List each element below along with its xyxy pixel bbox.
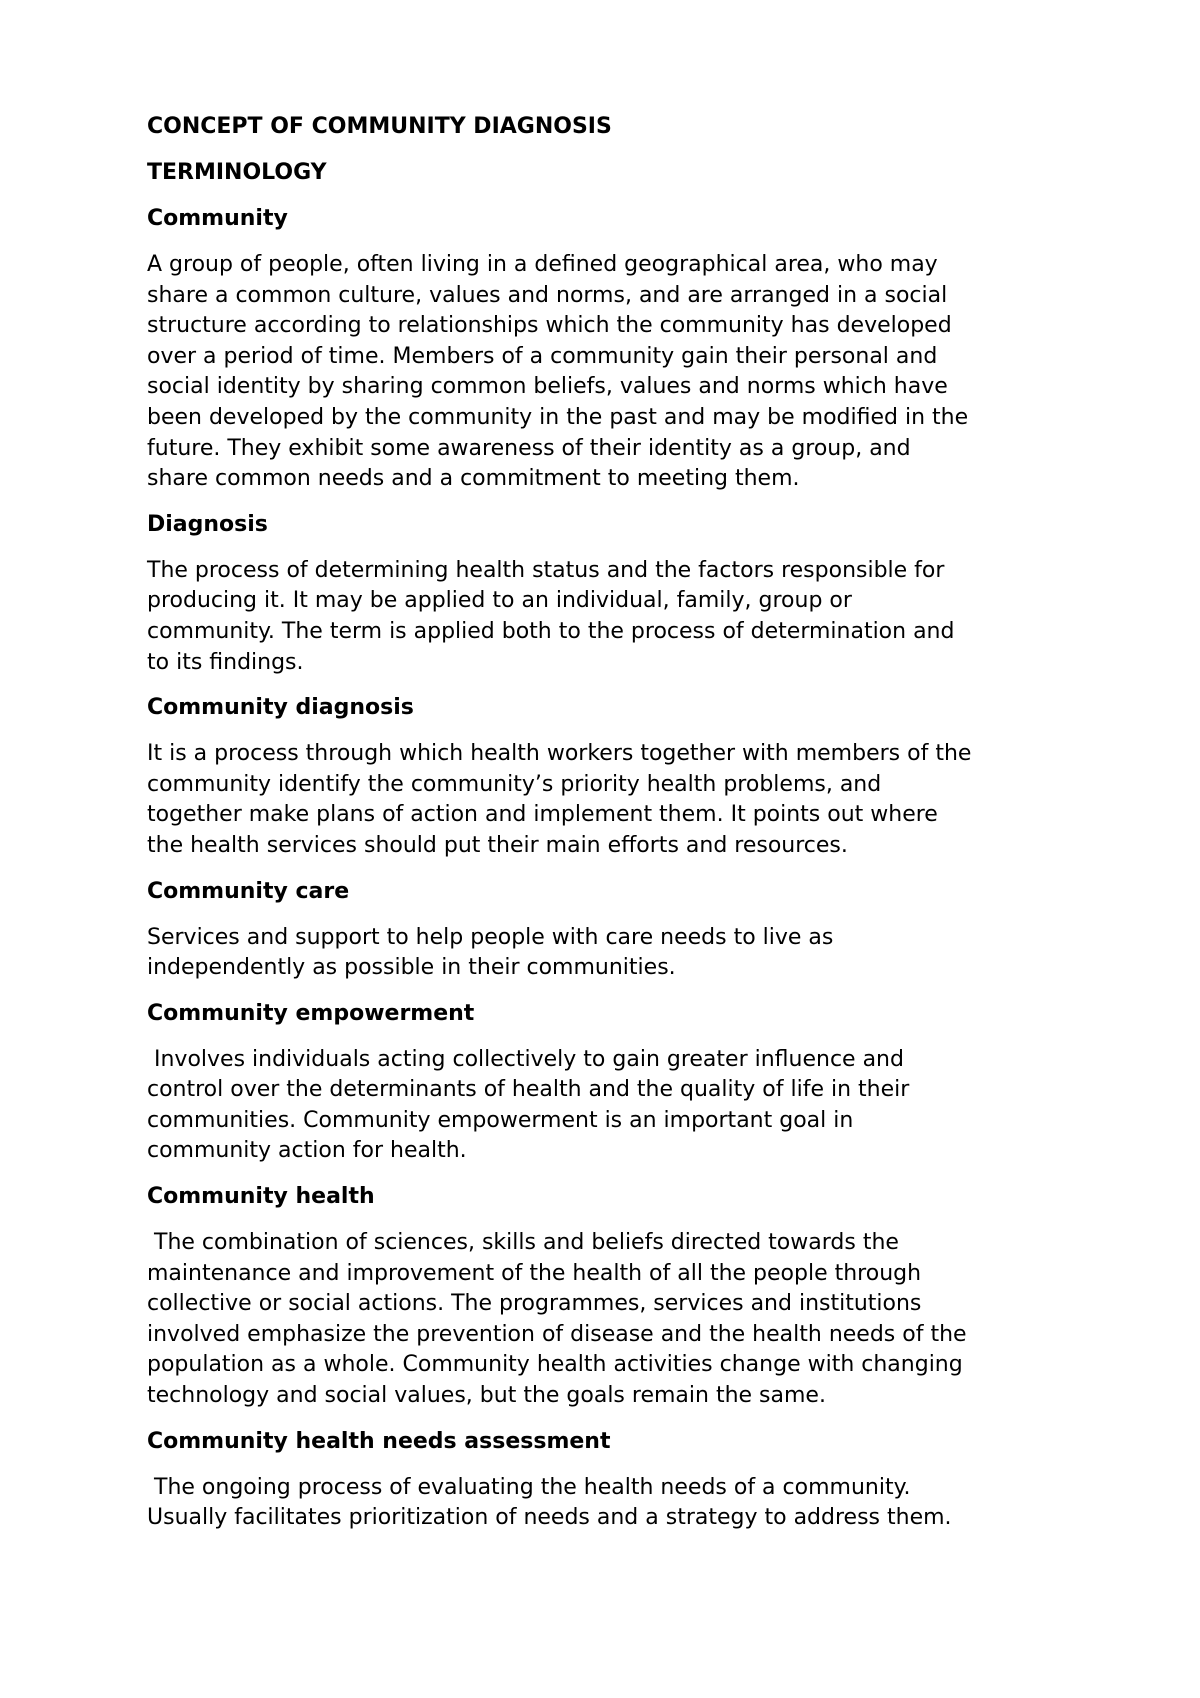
term-community-care bbox=[147, 877, 1087, 984]
term-definition: It is a process through which health workers together with members of the community identify the community’s priority health problems, and together make plans of action and implement them. It points out where the health services should put their main efforts and resources. bbox=[147, 741, 972, 858]
term-definition: The process of determining health status and the factors responsible for producing it. It may be applied to an individual, family, group or community. The term is applied both to the process of determination and to its findings. bbox=[147, 557, 955, 675]
term-diagnosis bbox=[147, 510, 1087, 678]
term-heading: Community health needs assessment bbox=[147, 1428, 611, 1454]
term-definition: The combination of sciences, skills and beliefs directed towards the maintenance and improvement of the health of all the people through collective or social actions. The programmes, services and institutions involved emphasize the prevention of disease and the health needs of the population as a whole. Community health activities change with changing technology and social values, but the goals remain the same. bbox=[147, 1230, 967, 1409]
term-community-diagnosis bbox=[147, 693, 1087, 861]
term-heading: Community bbox=[147, 206, 288, 231]
term-heading: Community empowerment bbox=[147, 1000, 475, 1026]
term-heading: Diagnosis bbox=[147, 511, 268, 537]
document-page bbox=[147, 112, 1087, 1549]
term-definition: A group of people, often living in a defined geographical area, who may share a common culture, values and norms, and are arranged in a social structure according to relationships which the community has developed over a period of time. Members of a community gain their personal and social identity by sharing common beliefs, values and norms which have been developed by the community in the past and may be modified in the future. They exhibit some awareness of their identity as a group, and share common needs and a commitment to meeting them. bbox=[147, 252, 969, 492]
term-community-empowerment bbox=[147, 999, 1087, 1167]
document-title: CONCEPT OF COMMUNITY DIAGNOSIS bbox=[147, 114, 612, 139]
term-heading: Community diagnosis bbox=[147, 695, 414, 721]
term-definition: Services and support to help people with care needs to live as independently as possible in their communities. bbox=[147, 924, 834, 981]
term-definition: Involves individuals acting collectively to gain greater influence and control over the determinants of health and the quality of life in their communities. Community empowerment is an important goal in community action for health. bbox=[147, 1046, 910, 1164]
term-community-health bbox=[147, 1182, 1087, 1412]
term-heading: Community care bbox=[147, 878, 350, 904]
term-community-health-needs-assessment bbox=[147, 1427, 1087, 1534]
term-definition: The ongoing process of evaluating the health needs of a community. Usually facilitates prioritization of needs and a strategy to address them. bbox=[147, 1474, 952, 1531]
term-community bbox=[147, 204, 1087, 495]
term-heading: Community health bbox=[147, 1184, 375, 1210]
document-subtitle: TERMINOLOGY bbox=[147, 160, 327, 185]
